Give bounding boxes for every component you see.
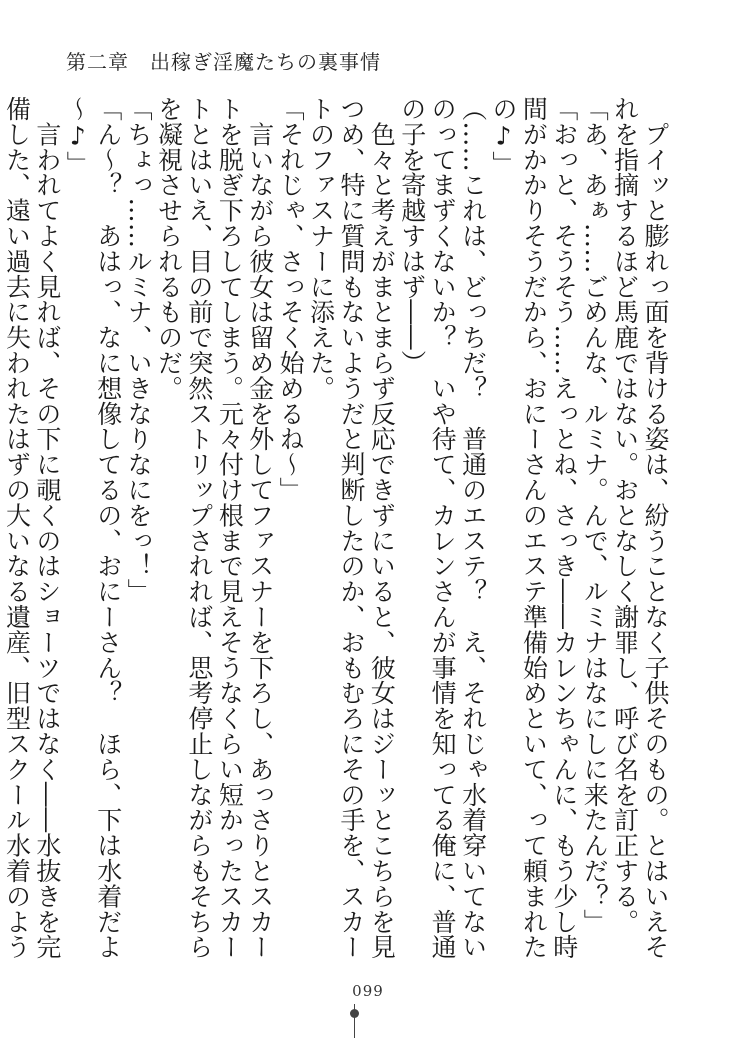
paragraph: 「おっと、そうそう……えっとね、さっき――カレンちゃんに、もう少し時間がかかりそうだから、おにーさんのエステ準備始めといて、って頼まれたの♪」	[488, 96, 579, 960]
running-head-title: 第二章 出稼ぎ淫魔たちの裏事情	[66, 50, 381, 74]
page-number: 099	[352, 982, 384, 1000]
paragraph: 「それじゃ、さっそく始めるね～」	[276, 96, 306, 503]
paragraph: プイッと膨れっ面を背ける姿は、紛うことなく子供そのもの。とはいえそれを指摘するほど馬鹿ではない。おとなしく謝罪し、呼び名を訂正する。	[610, 96, 670, 960]
paragraph: 「あ、あぁ……ごめんな、ルミナ。んで、ルミナはなにしに来たんだ？」	[580, 96, 610, 935]
paragraph: 色々と考えがまとまらず反応できずにいると、彼女はジーッとこちらを見つめ、特に質問もないようだと判断したのか、おもむろにその手を、スカートのファスナーに添えた。	[306, 96, 397, 960]
paragraph: （……これは、どっちだ？ 普通のエステ？ え、それじゃ水着穿いてないのってまずくないか？ いや待て、カレンさんが事情を知ってる俺に、普通の子を寄越すはず――）	[397, 96, 488, 960]
paragraph: 言いながら彼女は留め金を外してファスナーを下ろし、あっさりとスカートを脱ぎ下ろしてしまう。元々付け根まで見えそうなくらい短かったスカートとはいえ、目の前で突然ストリップされれば、思考停止しながらもそちらを凝視させられるものだ。	[154, 96, 275, 960]
folio-dot-icon	[350, 1009, 359, 1018]
vertical-body-text	[2, 96, 670, 976]
paragraph: 言われてよく見れば、その下に覗くのはショーツではなく――水抜きを完備した、遠い過去に失われたはずの大いなる遺産、旧型スクール水着のよう	[2, 96, 62, 960]
paragraph: 「ちょっ……ルミナ、いきなりなにをっ！」	[124, 96, 154, 604]
paragraph: 「ん～？ あはっ、なに想像してるの、おにーさん？ ほら、下は水着だよ～♪」	[63, 96, 123, 960]
